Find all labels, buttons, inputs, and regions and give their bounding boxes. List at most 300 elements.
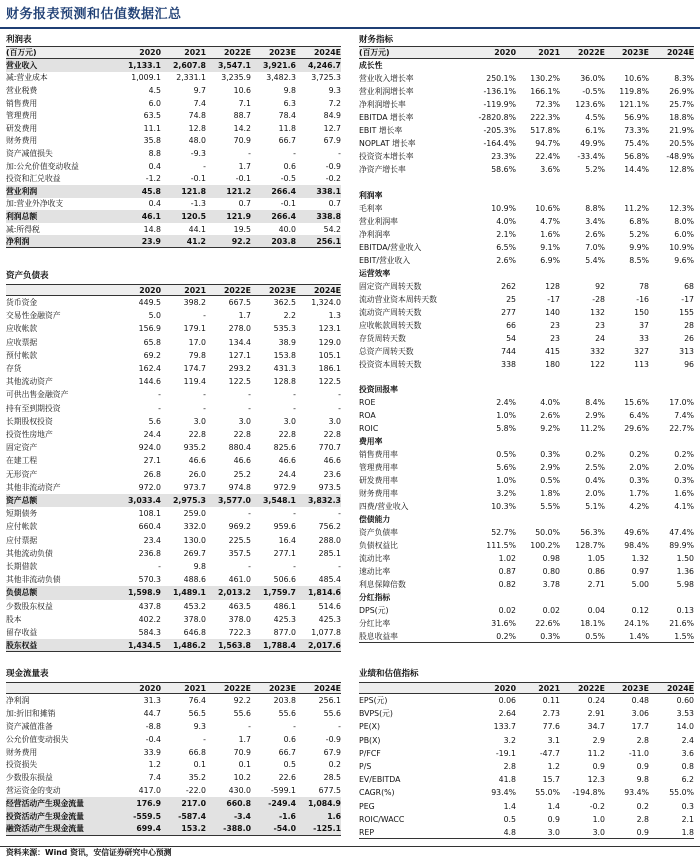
cell-value: 21.9%: [669, 125, 694, 135]
cell-value: 6.3: [283, 98, 296, 108]
cell-value: 402.2: [138, 614, 161, 624]
cell-value: 22.6: [278, 773, 296, 783]
cell-value: 123.6%: [575, 99, 605, 109]
table-row: [359, 332, 694, 345]
cell-value: 6.1%: [585, 125, 605, 135]
cell-value: 1.0%: [496, 476, 516, 486]
cell-value: 1.5%: [674, 631, 694, 641]
balance-sheet-panel: [6, 270, 341, 654]
table-row: [6, 402, 341, 415]
data-source-note: 资料来源：Wind 资讯，安信证券研究中心预测: [6, 848, 172, 857]
cell-value: 119.8%: [619, 86, 649, 96]
cell-value: 338.8: [316, 211, 341, 221]
cell-value: 1.4: [547, 801, 560, 811]
cell-value: 52.7%: [491, 528, 516, 538]
row-label: 投资性房地产: [6, 430, 53, 440]
income-statement-header-row: [6, 46, 341, 59]
cell-value: 877.0: [273, 628, 296, 638]
row-label: 加:折旧和摊销: [6, 708, 56, 718]
year-header: 2023E: [621, 48, 649, 57]
row-label: 营业收入增长率: [359, 73, 414, 83]
cell-value: 0.9: [636, 827, 649, 837]
cell-value: 174.7: [183, 364, 206, 374]
cell-value: 8.8%: [585, 203, 605, 213]
cell-value: 3.2: [503, 735, 516, 745]
cell-value: 41.8: [498, 775, 516, 785]
row-label: 利润总额: [6, 211, 38, 221]
cell-value: 0.1: [238, 760, 251, 770]
row-label: NOPLAT 增长率: [359, 138, 416, 148]
row-label: 少数股东权益: [6, 601, 53, 611]
table-row: [359, 707, 694, 720]
cell-value: 66.7: [278, 136, 296, 146]
cell-value: 8.8: [148, 148, 161, 158]
cell-value: 17.0%: [669, 398, 694, 408]
cell-value: 7.4: [148, 773, 161, 783]
cell-value: 1.7: [238, 734, 251, 744]
cell-value: 22.6%: [535, 619, 560, 629]
row-label: 总资产周转天数: [359, 346, 414, 356]
cell-value: 35.8: [143, 136, 161, 146]
cell-value: 1,133.1: [127, 60, 161, 70]
cell-value: 486.1: [273, 601, 296, 611]
cell-value: 31.3: [143, 695, 161, 705]
table-row: [6, 147, 341, 160]
cell-value: 186.1: [318, 364, 341, 374]
cell-value: 262: [501, 281, 516, 291]
cell-value: 150: [634, 307, 649, 317]
cell-value: 1.8: [681, 827, 694, 837]
table-row: [359, 513, 694, 526]
cell-value: 277: [501, 307, 516, 317]
cell-value: -0.9: [325, 734, 341, 744]
cell-value: 7.2: [328, 98, 341, 108]
row-label: 管理费用: [6, 111, 38, 121]
row-label: PE(X): [359, 722, 381, 732]
cell-value: -16: [636, 294, 649, 304]
table-row: [359, 552, 694, 565]
cell-value: 23.6: [323, 469, 341, 479]
row-label: 管理费用率: [359, 463, 398, 473]
cell-value: 1.7%: [629, 489, 649, 499]
cell-value: 0.24: [587, 696, 605, 706]
year-header: 2021: [538, 48, 560, 57]
row-label: 预付帐款: [6, 350, 38, 360]
cell-value: 176.9: [136, 799, 161, 809]
cell-value: 3,548.1: [262, 496, 296, 506]
cell-value: 1.7: [238, 311, 251, 321]
table-row: [6, 349, 341, 362]
cell-value: 98.4%: [624, 541, 649, 551]
cell-value: 66: [506, 320, 516, 330]
cell-value: 0.3: [681, 801, 694, 811]
cell-value: 0.2: [636, 801, 649, 811]
cell-value: 488.6: [183, 575, 206, 585]
cell-value: 2.0%: [585, 489, 605, 499]
cell-value: 362.5: [273, 298, 296, 308]
row-label: 其他流动负债: [6, 548, 53, 558]
cell-value: -1.3: [190, 199, 206, 209]
cell-value: -: [293, 721, 296, 731]
cell-value: 28: [684, 320, 694, 330]
cell-value: 5.6: [148, 416, 161, 426]
cell-value: 120.5: [181, 211, 206, 221]
table-row: [6, 454, 341, 467]
cell-value: 2.73: [542, 709, 560, 719]
table-row: [359, 800, 694, 813]
table-row: [359, 435, 694, 448]
cell-value: 2.4: [681, 735, 694, 745]
financial-indicators-panel: [359, 34, 694, 656]
cell-value: 28.5: [323, 773, 341, 783]
cell-value: 1.50: [676, 554, 694, 564]
cell-value: 134.4: [228, 337, 251, 347]
cell-value: 24.4: [143, 430, 161, 440]
row-label: 应收帐款周转天数: [359, 320, 422, 330]
cell-value: 1,489.1: [172, 588, 206, 598]
cell-value: 23.4: [143, 535, 161, 545]
cell-value: 217.0: [181, 799, 206, 809]
row-label: 净利润增长率: [359, 99, 406, 109]
table-row: [359, 215, 694, 228]
table-row: [359, 396, 694, 409]
cell-value: 11.2%: [624, 203, 649, 213]
table-row: [6, 759, 341, 772]
cell-value: -599.1: [270, 786, 296, 796]
cell-value: 744: [501, 346, 516, 356]
cell-value: 108.1: [138, 509, 161, 519]
row-label: 股东权益: [6, 640, 38, 650]
cell-value: 0.02: [542, 606, 560, 616]
cell-value: 5.4%: [585, 255, 605, 265]
cell-value: 6.0%: [674, 229, 694, 239]
row-label: 营业税费: [6, 85, 38, 95]
cell-value: 10.3%: [491, 502, 516, 512]
table-row: [6, 336, 341, 349]
cell-value: 203.8: [271, 236, 296, 246]
table-row: [6, 160, 341, 173]
cell-value: 2,331.1: [176, 73, 206, 83]
cell-value: 36.0%: [580, 73, 605, 83]
year-header: 2023E: [268, 285, 296, 295]
cell-value: 0.98: [542, 554, 560, 564]
cell-value: 453.2: [183, 601, 206, 611]
cell-value: 26.0: [188, 469, 206, 479]
row-label: 流动资产周转天数: [359, 307, 422, 317]
year-header: 2024E: [313, 285, 341, 295]
cell-value: 23.9: [141, 236, 161, 246]
cell-value: 3.2%: [496, 489, 516, 499]
cell-value: -47.7: [539, 748, 560, 758]
cell-value: 3.6: [681, 748, 694, 758]
cell-value: 2,017.6: [307, 640, 341, 650]
cell-value: 6.0: [148, 98, 161, 108]
table-row: [6, 97, 341, 110]
cell-value: 12.7: [323, 123, 341, 133]
table-row: [6, 613, 341, 626]
cell-value: 0.3%: [540, 450, 560, 460]
row-label: 长期股权投资: [6, 416, 53, 426]
cell-value: 2.9%: [585, 411, 605, 421]
cell-value: 506.6: [273, 575, 296, 585]
cell-value: 259.0: [183, 509, 206, 519]
cell-value: 825.6: [273, 443, 296, 453]
table-row: [6, 172, 341, 185]
cell-value: 25: [506, 294, 516, 304]
year-header: 2020: [139, 683, 161, 693]
row-label: 利润率: [359, 190, 383, 200]
cell-value: 153.2: [181, 824, 206, 834]
row-label: 投资资本周转天数: [359, 359, 422, 369]
table-row: [359, 694, 694, 707]
cell-value: 122: [590, 359, 605, 369]
cell-value: 1,009.1: [131, 73, 161, 83]
row-label: 毛利率: [359, 203, 383, 213]
cell-value: -0.9: [325, 161, 341, 171]
cell-value: 38.9: [278, 337, 296, 347]
cell-value: 26.9%: [669, 86, 694, 96]
cell-value: 56.3%: [580, 528, 605, 538]
cell-value: 461.0: [228, 575, 251, 585]
row-label: 投资资本增长率: [359, 151, 414, 161]
cell-value: 425.3: [318, 614, 341, 624]
cell-value: 56.5: [188, 708, 206, 718]
cell-value: 44.7: [143, 708, 161, 718]
table-row: [6, 494, 341, 507]
cell-value: -559.5: [133, 812, 161, 822]
row-label: EBITDA/营业收入: [359, 242, 422, 252]
table-row: [6, 784, 341, 797]
cell-value: 5.00: [631, 580, 649, 590]
table-row: [359, 124, 694, 137]
cell-value: -: [293, 148, 296, 158]
cell-value: 0.9: [636, 762, 649, 772]
cell-value: 3,577.0: [217, 496, 251, 506]
cell-value: 266.4: [271, 186, 296, 196]
cell-value: 6.5%: [496, 242, 516, 252]
cell-value: 378.0: [183, 614, 206, 624]
row-label: 流动比率: [359, 554, 391, 564]
cell-value: 128: [545, 281, 560, 291]
cell-value: 2.64: [498, 709, 516, 719]
cell-value: -: [338, 721, 341, 731]
row-label: 研发费用率: [359, 476, 398, 486]
footer-divider: [0, 846, 700, 847]
row-label: 货币资金: [6, 298, 38, 308]
row-label: 销售费用: [6, 98, 38, 108]
cell-value: -19.1: [495, 748, 516, 758]
table-row: [6, 507, 341, 520]
cell-value: 2.91: [587, 709, 605, 719]
year-header: 2022E: [223, 48, 251, 57]
page-title: 财务报表预测和估值数据汇总: [6, 7, 182, 22]
cell-value: 20.5%: [669, 138, 694, 148]
income-statement-title: 利润表: [6, 35, 32, 45]
row-label: 投资损失: [6, 760, 38, 770]
cell-value: 332.0: [183, 522, 206, 532]
cell-value: 449.5: [138, 298, 161, 308]
row-label: 偿债能力: [359, 515, 391, 525]
cell-value: 250.1%: [486, 73, 516, 83]
financial-indicators-header-row: [359, 46, 694, 59]
row-label: 净利润: [6, 236, 30, 246]
cell-value: -: [248, 390, 251, 400]
cell-value: 485.4: [318, 575, 341, 585]
cell-value: 122.5: [228, 377, 251, 387]
cell-value: 153.8: [273, 350, 296, 360]
cell-value: 1,077.8: [311, 628, 341, 638]
cell-value: 55.0%: [669, 788, 694, 798]
cell-value: 2,975.3: [172, 496, 206, 506]
cell-value: 66.8: [188, 747, 206, 757]
year-header: 2021: [184, 48, 206, 57]
cell-value: 431.3: [273, 364, 296, 374]
cell-value: 24.4: [278, 469, 296, 479]
cell-value: 2,013.2: [217, 588, 251, 598]
cell-value: 0.5%: [585, 631, 605, 641]
cell-value: -136.1%: [483, 86, 516, 96]
table-row: [359, 280, 694, 293]
cell-value: 972.9: [273, 482, 296, 492]
row-label: 投资活动产生现金流量: [6, 812, 84, 822]
cell-value: 9.1%: [540, 242, 560, 252]
table-row: [359, 604, 694, 617]
cell-value: 0.2%: [674, 450, 694, 460]
cell-value: 285.1: [318, 548, 341, 558]
cell-value: 2.8: [636, 814, 649, 824]
year-header: 2022E: [577, 48, 605, 57]
cell-value: 3.53: [676, 709, 694, 719]
cell-value: 5.2%: [629, 229, 649, 239]
row-label: P/FCF: [359, 748, 381, 758]
cell-value: 29.6%: [624, 424, 649, 434]
row-label: REP: [359, 827, 375, 837]
cell-value: 4.5%: [585, 112, 605, 122]
cell-value: 23: [595, 320, 605, 330]
cell-value: 9.2%: [540, 424, 560, 434]
cell-value: 3.78: [542, 580, 560, 590]
cell-value: -0.2: [325, 174, 341, 184]
year-header: 2023E: [621, 683, 649, 693]
cell-value: 1.7: [238, 161, 251, 171]
cell-value: -194.8%: [572, 788, 605, 798]
cell-value: 584.3: [138, 628, 161, 638]
cell-value: -: [248, 403, 251, 413]
valuation-header-row: [359, 682, 694, 694]
cell-value: 3.4%: [585, 216, 605, 226]
cell-value: -119.9%: [483, 99, 516, 109]
cell-value: 179.1: [183, 324, 206, 334]
cell-value: 667.5: [228, 298, 251, 308]
cell-value: 14.0: [676, 722, 694, 732]
cell-value: 969.2: [228, 522, 251, 532]
table-row: [359, 306, 694, 319]
cell-value: 50.0%: [535, 528, 560, 538]
cell-value: 75.4%: [624, 138, 649, 148]
cell-value: 3.6%: [540, 164, 560, 174]
cell-value: 0.6: [283, 734, 296, 744]
row-label: 营业利润: [6, 186, 38, 196]
cell-value: 78.4: [278, 111, 296, 121]
row-label: 四费/营业收入: [359, 502, 409, 512]
cell-value: 1.8%: [540, 489, 560, 499]
cell-value: 5.5%: [540, 502, 560, 512]
row-label: 持有至到期投资: [6, 403, 61, 413]
unit-label: (百万元): [359, 48, 390, 57]
cell-value: 266.4: [271, 211, 296, 221]
cell-value: -: [248, 509, 251, 519]
cell-value: 49.9%: [580, 138, 605, 148]
row-label: 固定资产: [6, 443, 38, 453]
year-header: 2022E: [577, 683, 605, 693]
table-row: [359, 487, 694, 500]
cell-value: 58.6%: [491, 164, 516, 174]
cell-value: 92.2: [231, 236, 251, 246]
cell-value: -: [203, 311, 206, 321]
cell-value: 0.82: [498, 580, 516, 590]
cell-value: 68: [684, 281, 694, 291]
table-row: [6, 122, 341, 135]
cell-value: 973.7: [183, 482, 206, 492]
cell-value: 2.1%: [496, 229, 516, 239]
cell-value: 180: [545, 359, 560, 369]
cell-value: 2.0%: [674, 463, 694, 473]
cell-value: 269.7: [183, 548, 206, 558]
table-row: [359, 720, 694, 733]
table-row: [6, 823, 341, 836]
cell-value: 0.2%: [629, 450, 649, 460]
cell-value: 12.8%: [669, 164, 694, 174]
cell-value: 11.1: [143, 123, 161, 133]
table-row: [359, 617, 694, 630]
cell-value: 430.0: [228, 786, 251, 796]
cell-value: 332: [590, 346, 605, 356]
row-label: EBITDA 增长率: [359, 112, 414, 122]
cell-value: 41.2: [186, 236, 206, 246]
year-header: 2022E: [223, 285, 251, 295]
table-row: [6, 375, 341, 388]
cell-value: 288.0: [318, 535, 341, 545]
cell-value: 1.3: [328, 311, 341, 321]
cell-value: 16.4: [278, 535, 296, 545]
cell-value: 3,482.3: [266, 73, 296, 83]
cell-value: 660.4: [138, 522, 161, 532]
cell-value: 6.2: [681, 775, 694, 785]
cell-value: 122.5: [318, 377, 341, 387]
cell-value: 5.8%: [496, 424, 516, 434]
cell-value: 9.6%: [674, 255, 694, 265]
cell-value: 155: [679, 307, 694, 317]
row-label: ROE: [359, 398, 376, 408]
cell-value: 47.4%: [669, 528, 694, 538]
row-label: 财务费用: [6, 747, 38, 757]
cell-value: 132: [590, 307, 605, 317]
cell-value: 0.2: [328, 760, 341, 770]
table-row: [6, 810, 341, 823]
cell-value: 66.7: [278, 747, 296, 757]
table-row: [359, 150, 694, 163]
cell-value: 3,921.6: [262, 60, 296, 70]
cell-value: 128.7%: [575, 541, 605, 551]
cell-value: 3.06: [631, 709, 649, 719]
cell-value: -: [293, 403, 296, 413]
cell-value: 398.2: [183, 298, 206, 308]
cell-value: 0.8: [681, 762, 694, 772]
cell-value: 1.2: [547, 762, 560, 772]
cell-value: 49.6%: [624, 528, 649, 538]
cell-value: 3.0: [592, 827, 605, 837]
table-row: [6, 296, 341, 309]
